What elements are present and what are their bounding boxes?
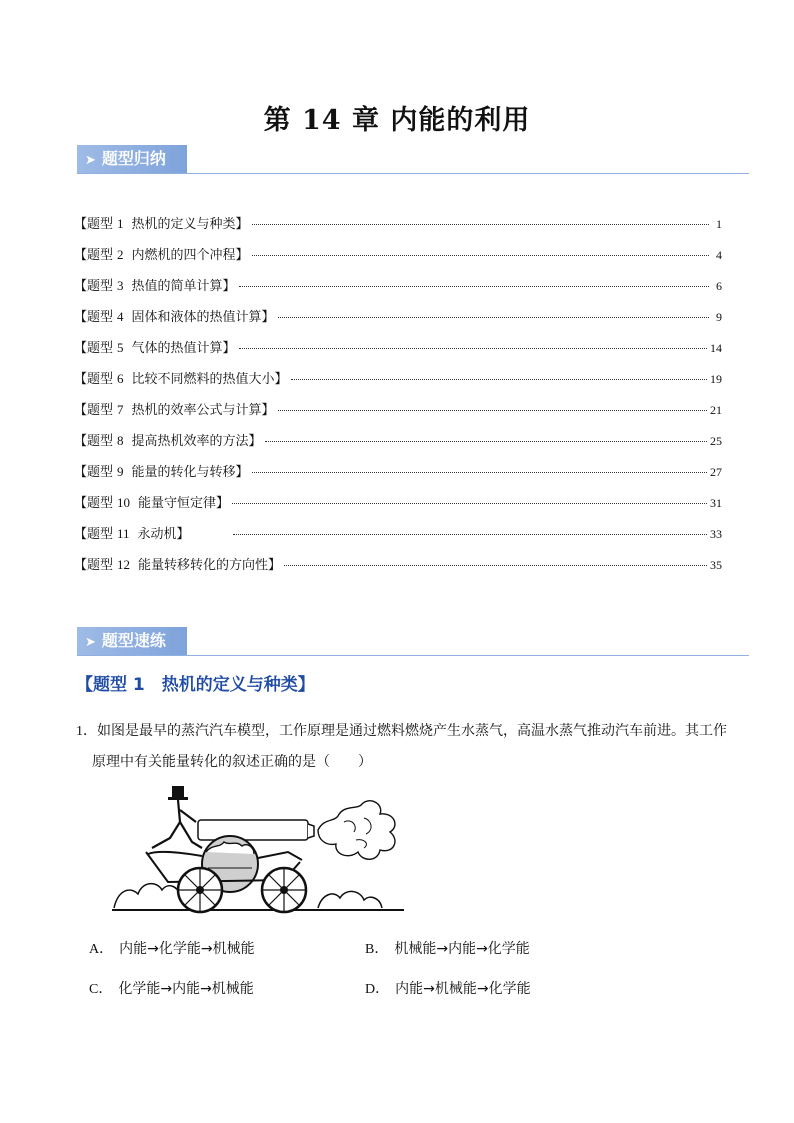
section-summary-label: 题型归纳 (101, 149, 166, 168)
toc-item-prefix: 【题型 (74, 434, 114, 449)
toc-item-prefix: 【题型 (74, 310, 114, 325)
option-d[interactable]: D． 内能→机械能→化学能 (365, 981, 531, 997)
toc-leader-dots (265, 441, 707, 442)
toc-item-prefix: 【题型 (74, 558, 114, 573)
section-summary-bar (77, 145, 749, 175)
toc-item-number: 11 (117, 526, 130, 541)
toc-item-text: 热机的定义与种类】 (131, 217, 249, 232)
steam-car-illustration (108, 782, 408, 914)
toc-item-text: 永动机】 (137, 527, 190, 542)
toc-item-number: 3 (117, 278, 124, 293)
toc-item-prefix: 【题型 (74, 403, 114, 418)
toc-item-page: 1 (716, 217, 722, 231)
toc-item-label (74, 244, 249, 263)
toc-item-page: 33 (710, 527, 722, 541)
toc-item[interactable] (74, 306, 722, 337)
toc-item-text: 提高热机效率的方法】 (131, 434, 262, 449)
toc-item-page: 21 (710, 403, 722, 417)
toc-item-number: 12 (117, 557, 131, 572)
toc-item-text: 能量的转化与转移】 (131, 465, 249, 480)
toc-leader-dots (278, 317, 709, 318)
toc-leader-dots (284, 565, 707, 566)
section-practice-bar (77, 627, 749, 657)
toc-item-number: 6 (117, 371, 124, 386)
toc-item[interactable] (74, 399, 722, 430)
toc-item[interactable] (74, 430, 722, 461)
chevron-right-icon: ➤ (85, 635, 96, 650)
toc-item-prefix: 【题型 (74, 496, 114, 511)
toc-item-label (74, 399, 275, 418)
toc-item-page: 9 (716, 310, 722, 324)
toc-leader-dots (278, 410, 707, 411)
toc-item-page: 27 (710, 465, 722, 479)
toc-item-prefix: 【题型 (74, 465, 114, 480)
toc-item-text: 气体的热值计算】 (131, 341, 236, 356)
toc-leader-dots (233, 534, 707, 535)
toc-item-number: 5 (117, 340, 124, 355)
toc-item-number: 2 (117, 247, 124, 262)
option-a[interactable]: A． 内能→化学能→机械能 (89, 941, 255, 957)
toc-item-prefix: 【题型 (74, 248, 114, 263)
toc-item-prefix: 【题型 (74, 217, 114, 232)
toc-item[interactable] (74, 368, 722, 399)
toc-item-page: 19 (710, 372, 722, 386)
section-practice-label: 题型速练 (101, 631, 166, 650)
question-text-line1: 如图是最早的蒸汽汽车模型，工作原理是通过燃料燃烧产生水蒸气，高温水蒸气推动汽车前进。其工作 (97, 723, 727, 739)
page-title: 第 14 章 内能的利用 (263, 105, 531, 136)
toc-leader-dots (239, 348, 707, 349)
table-of-contents (74, 213, 722, 585)
toc-leader-dots (252, 472, 707, 473)
toc-item-text: 能量转移转化的方向性】 (138, 558, 282, 573)
toc-item-number: 1 (117, 216, 124, 231)
section-divider (77, 173, 749, 174)
toc-item-number: 9 (117, 464, 124, 479)
toc-item[interactable] (74, 461, 722, 492)
toc-item[interactable] (74, 275, 722, 306)
question-type-heading: 【题型 1 热机的定义与种类】 (76, 675, 315, 695)
toc-item-label (74, 554, 281, 573)
toc-item-text: 固体和液体的热值计算】 (131, 310, 275, 325)
section-practice-tag (77, 627, 187, 655)
toc-item[interactable] (74, 337, 722, 368)
toc-item-text: 热机的效率公式与计算】 (131, 403, 275, 418)
toc-item[interactable] (74, 492, 722, 523)
toc-item-label (74, 523, 190, 542)
chevron-right-icon: ➤ (85, 153, 96, 168)
section-divider (77, 655, 749, 656)
toc-item-page: 6 (716, 279, 722, 293)
toc-item-label (74, 430, 262, 449)
toc-leader-dots (232, 503, 707, 504)
toc-item-text: 能量守恒定律】 (138, 496, 230, 511)
toc-item-label (74, 492, 229, 511)
toc-item-page: 35 (710, 558, 722, 572)
toc-item-label (74, 337, 236, 356)
question-1 (76, 716, 736, 777)
toc-item-text: 比较不同燃料的热值大小】 (131, 372, 288, 387)
toc-item-text: 内燃机的四个冲程】 (131, 248, 249, 263)
toc-item[interactable] (74, 213, 722, 244)
toc-item-label (74, 461, 249, 480)
option-c[interactable]: C． 化学能→内能→机械能 (89, 981, 254, 997)
toc-item-page: 31 (710, 496, 722, 510)
toc-item-label (74, 368, 288, 387)
section-summary-tag (77, 145, 187, 173)
toc-item-prefix: 【题型 (74, 372, 114, 387)
toc-item-prefix: 【题型 (74, 279, 114, 294)
toc-item[interactable] (74, 554, 722, 585)
toc-leader-dots (239, 286, 709, 287)
toc-item-page: 4 (716, 248, 722, 262)
option-b[interactable]: B． 机械能→内能→化学能 (365, 941, 530, 957)
toc-leader-dots (291, 379, 707, 380)
toc-item-label (74, 306, 275, 325)
toc-item[interactable] (74, 244, 722, 275)
toc-item-number: 10 (117, 495, 131, 510)
toc-item-number: 4 (117, 309, 124, 324)
toc-leader-dots (252, 224, 709, 225)
toc-item-page: 25 (710, 434, 722, 448)
toc-item-label (74, 275, 236, 294)
toc-item-text: 热值的简单计算】 (131, 279, 236, 294)
toc-item-number: 7 (117, 402, 124, 417)
toc-item-prefix: 【题型 (74, 341, 114, 356)
toc-item[interactable] (74, 523, 722, 554)
question-text-line2: 原理中有关能量转化的叙述正确的是（ ） (92, 754, 372, 770)
toc-item-label (74, 213, 249, 232)
toc-item-number: 8 (117, 433, 124, 448)
toc-leader-dots (252, 255, 709, 256)
toc-item-prefix: 【题型 (74, 527, 114, 542)
toc-item-page: 14 (710, 341, 722, 355)
question-number: 1． (76, 724, 97, 739)
